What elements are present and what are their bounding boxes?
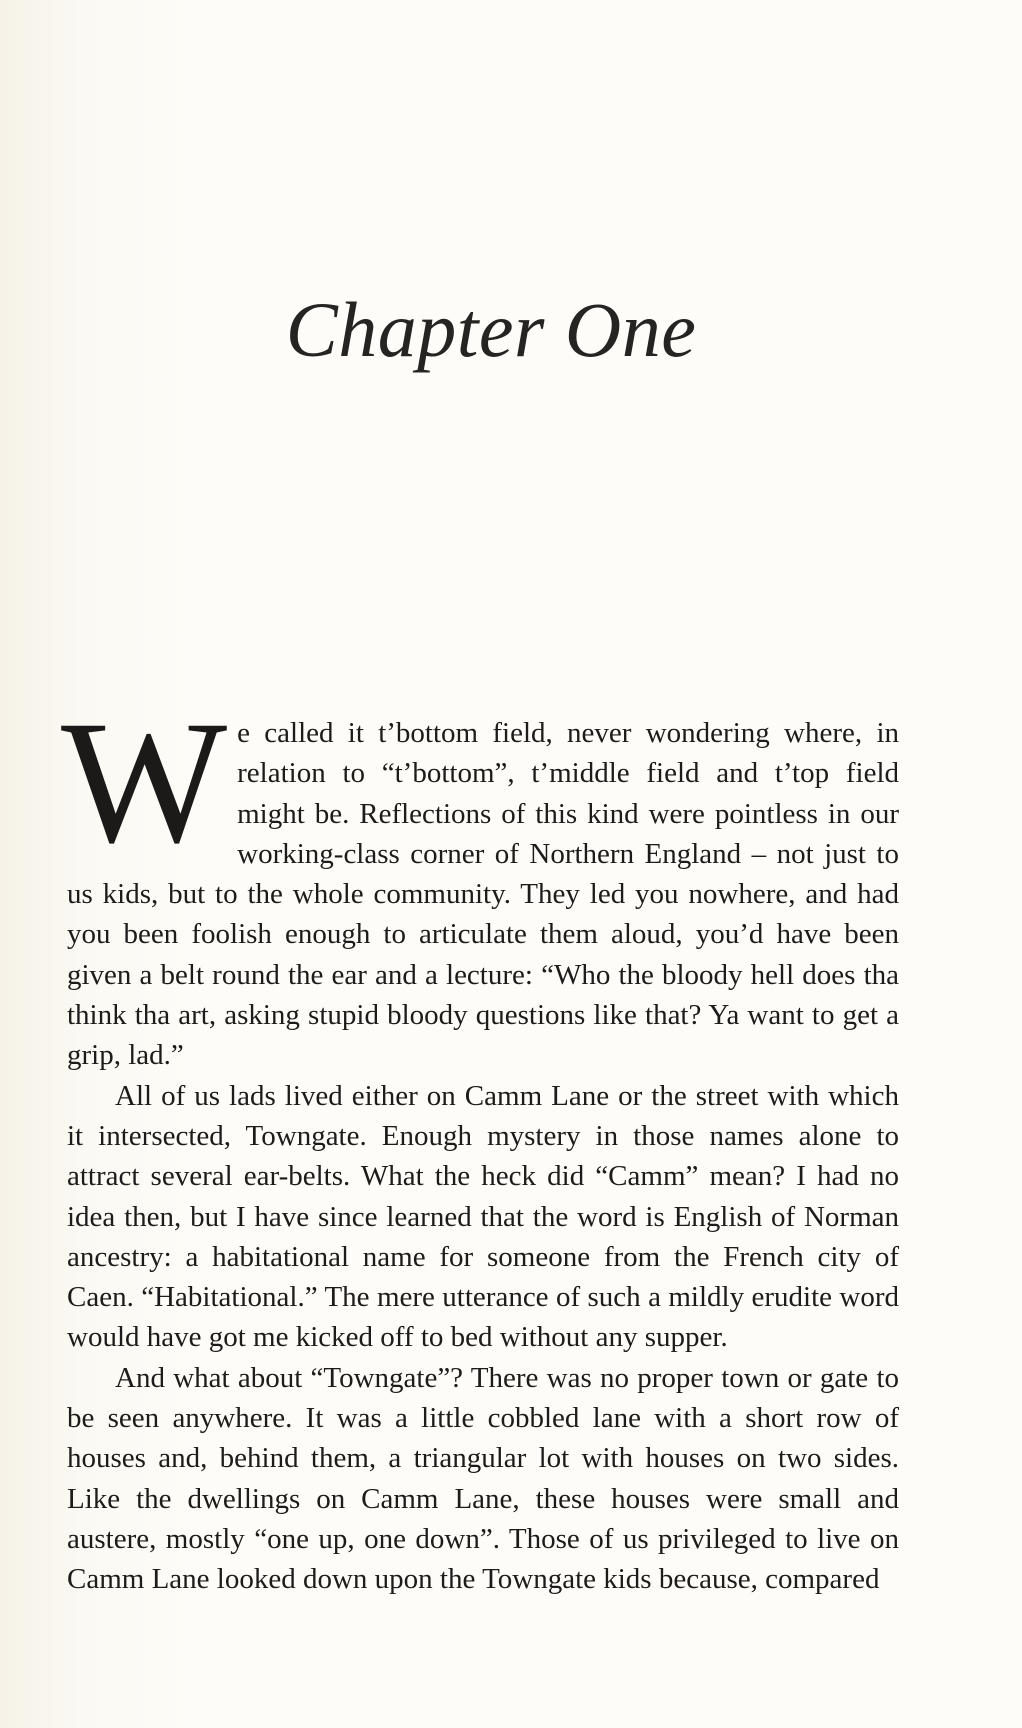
paragraph-3: And what about “Towngate”? There was no proper town or gate to be seen anywhere. It was a little cobbled lane with a short row of houses and, behind them, a triangular lot with houses on two sides. Like the dwellings on Camm Lane, these houses were small and austere, mostly “one up, one down”. Those of us privileged to live on Camm Lane looked down upon the Towngate kids because, compared: [67, 1361, 899, 1596]
chapter-title: Chapter One: [285, 286, 697, 373]
drop-cap: W: [61, 685, 228, 880]
paragraph-2: All of us lads lived either on Camm Lane or the street with which it intersected, Towngate. Enough mystery in those names alone to attract several ear-belts. What the heck did “Camm” mean? I had no idea then, but I have since learned that the word is English of Norman ancestry: a habitational name for someone from the French city of Caen. “Habitational.” The mere utterance of such a mildly erudite word would have got me kicked off to bed without any supper.: [67, 1079, 899, 1354]
paragraph-1: [61, 685, 899, 1076]
body-text: [61, 685, 899, 1600]
paragraph-1-text: e called it t’bottom field, never wondering where, in relation to “t’bottom”, t’middle field and t’top field might be. Reflections of this kind were pointless in our working-class corner of Northern England – not just to us kids, but to the whole community. They led you nowhere, and had you been foolish enough to articulate them aloud, you’d have been given a belt round the ear and a lecture: “Who the bloody hell does tha think tha art, asking stupid bloody questions like that? Ya want to get a grip, lad.”: [67, 717, 899, 1072]
